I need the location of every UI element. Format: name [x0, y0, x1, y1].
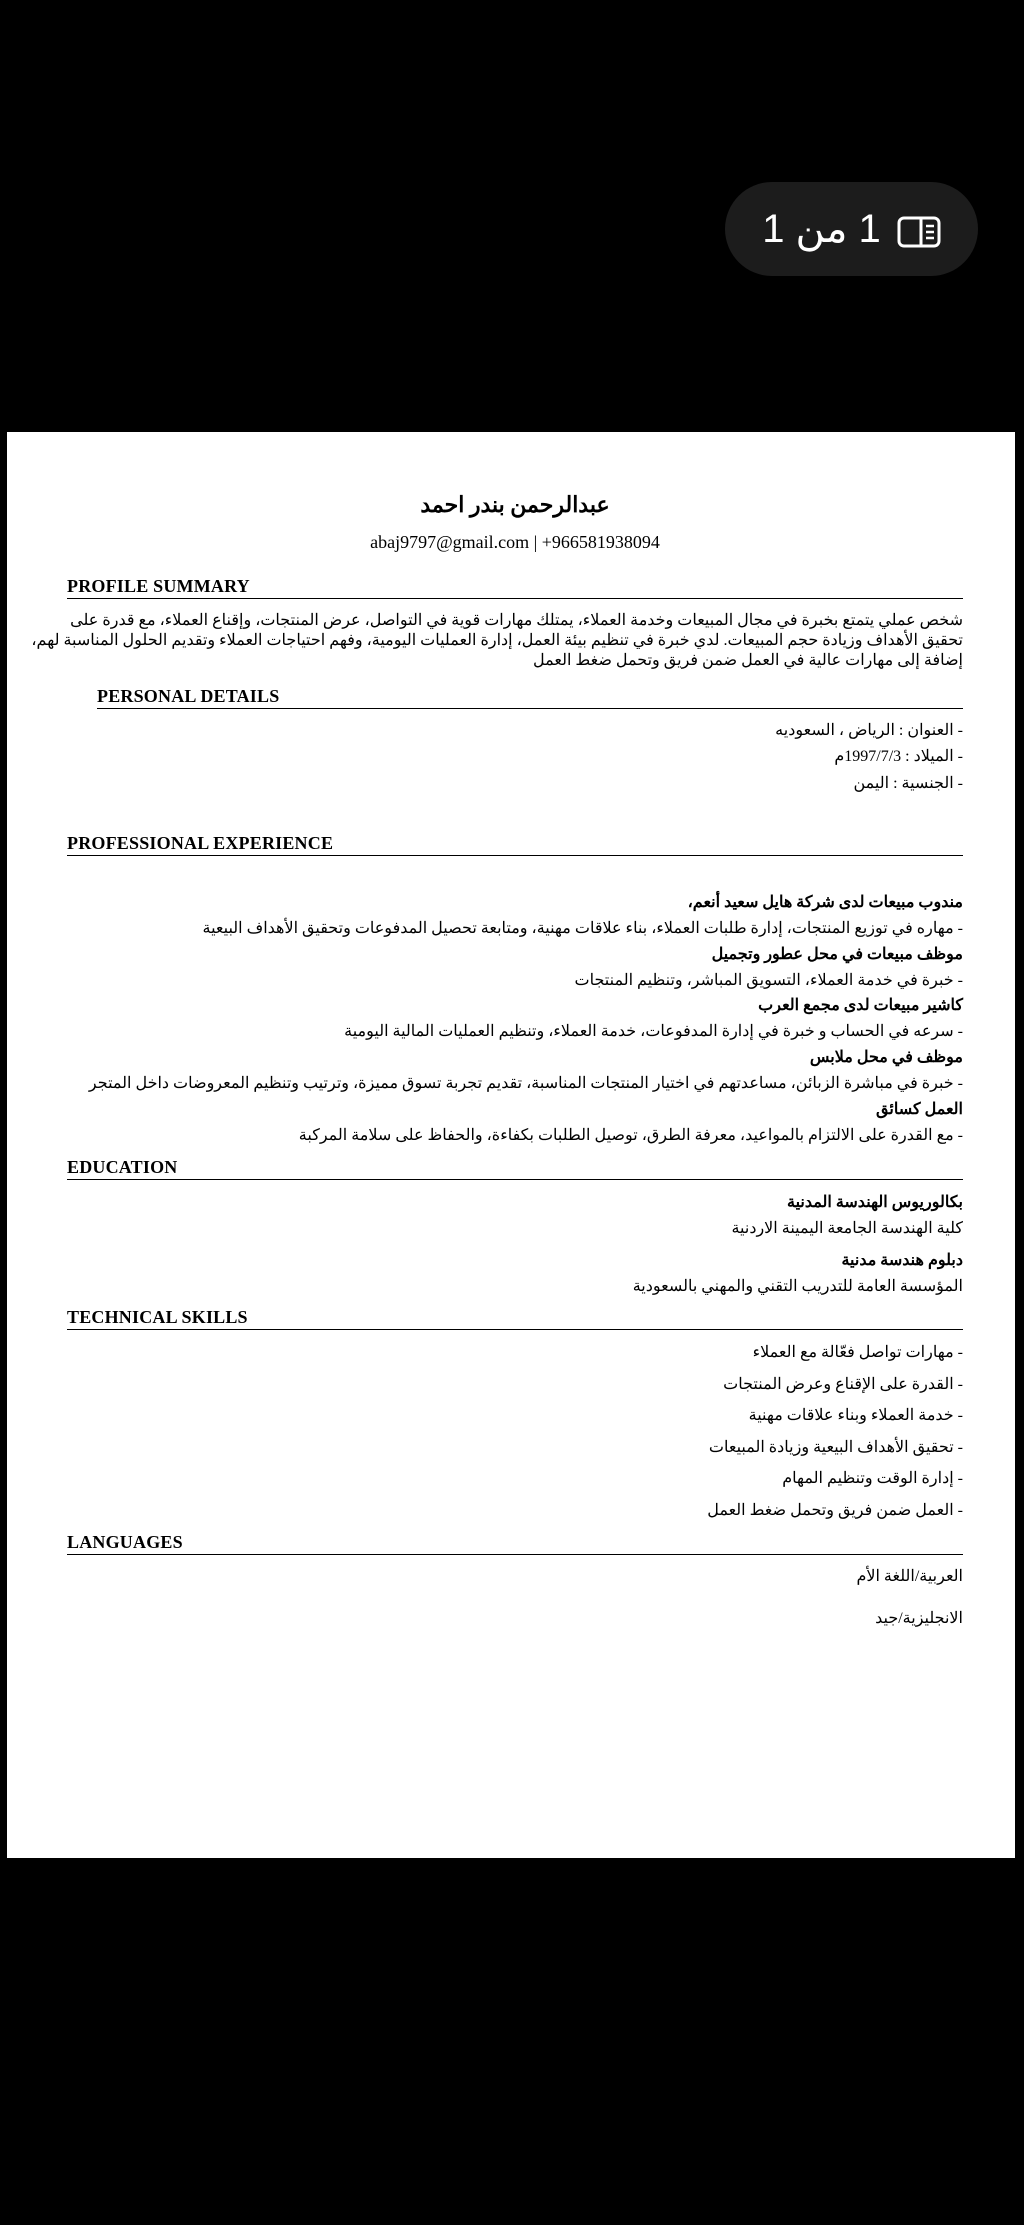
skill-item: - إدارة الوقت وتنظيم المهام — [782, 1470, 963, 1487]
job-detail: - سرعه في الحساب و خبرة في إدارة المدفوعات، خدمة العملاء، وتنظيم العمليات المالية اليومية — [344, 1023, 963, 1040]
summary-line: إضافة إلى مهارات عالية في العمل ضمن فريق وتحمل ضغط العمل — [533, 652, 963, 669]
section-title-personal-details: PERSONAL DETAILS — [97, 686, 963, 709]
skill-item: - العمل ضمن فريق وتحمل ضغط العمل — [707, 1502, 963, 1519]
job-title: كاشير مبيعات لدى مجمع العرب — [758, 997, 963, 1014]
education-degree: بكالوريوس الهندسة المدنية — [786, 1194, 963, 1211]
job-detail: - خبرة في مباشرة الزبائن، مساعدتهم في اختيار المنتجات المناسبة، تقديم تجربة تسوق مميزة، وترتيب وتنظيم المعروضات داخل المتجر — [88, 1075, 963, 1092]
job-title: العمل كسائق — [876, 1101, 963, 1118]
personal-detail-item: - الجنسية : اليمن — [853, 775, 963, 792]
resume-contact: abaj9797@gmail.com | +966581938094 — [370, 532, 660, 552]
pages-icon — [897, 213, 941, 245]
education-degree: دبلوم هندسة مدنية — [841, 1252, 963, 1269]
section-title-languages: LANGUAGES — [67, 1532, 963, 1555]
section-title-education: EDUCATION — [67, 1157, 963, 1180]
job-detail: - مهاره في توزيع المنتجات، إدارة طلبات العملاء، بناء علاقات مهنية، ومتابعة تحصيل المدفوعات وتحقيق الأهداف البيعية — [202, 920, 963, 937]
language-item: الانجليزية/جيد — [875, 1610, 963, 1627]
section-title-skills: TECHNICAL SKILLS — [67, 1307, 963, 1330]
page-indicator[interactable] — [725, 182, 978, 276]
job-detail: - مع القدرة على الالتزام بالمواعيد، معرفة الطرق، توصيل الطلبات بكفاءة، والحفاظ على سلامة المركبة — [298, 1127, 963, 1144]
section-title-experience: PROFESSIONAL EXPERIENCE — [67, 833, 963, 856]
resume-page — [7, 432, 1015, 1858]
summary-line: شخص عملي يتمتع بخبرة في مجال المبيعات وخدمة العملاء، يمتلك مهارات قوية في التواصل، عرض المنتجات، وإقناع العملاء، مع قدرة على — [70, 612, 963, 629]
education-school: المؤسسة العامة للتدريب التقني والمهني بالسعودية — [632, 1278, 963, 1295]
job-title: مندوب مبيعات لدى شركة هايل سعيد أنعم، — [687, 894, 963, 911]
job-title: موظف في محل ملابس — [809, 1049, 963, 1066]
section-title-profile-summary: PROFILE SUMMARY — [67, 576, 963, 599]
summary-line: تحقيق الأهداف وزيادة حجم المبيعات. لدي خبرة في تنظيم بيئة العمل، إدارة العمليات اليومية، وفهم احتياجات العملاء وتقديم الحلول المناسبة لهم، — [31, 632, 963, 649]
education-school: كلية الهندسة الجامعة اليمينة الاردنية — [731, 1220, 963, 1237]
skill-item: - القدرة على الإقناع وعرض المنتجات — [723, 1376, 963, 1393]
job-detail: - خبرة في خدمة العملاء، التسويق المباشر، وتنظيم المنتجات — [574, 972, 963, 989]
language-item: العربية/اللغة الأم — [856, 1568, 963, 1585]
skill-item: - تحقيق الأهداف البيعية وزيادة المبيعات — [708, 1439, 963, 1456]
personal-detail-item: - الميلاد : 1997/7/3م — [834, 748, 963, 765]
skill-item: - خدمة العملاء وبناء علاقات مهنية — [748, 1407, 963, 1424]
resume-name: عبدالرحمن بندر احمد — [420, 492, 610, 517]
page-count-label: 1 من 1 — [762, 207, 881, 251]
job-title: موظف مبيعات في محل عطور وتجميل — [711, 946, 963, 963]
skill-item: - مهارات تواصل فعّالة مع العملاء — [752, 1344, 963, 1361]
personal-detail-item: - العنوان : الرياض ، السعوديه — [775, 722, 963, 739]
